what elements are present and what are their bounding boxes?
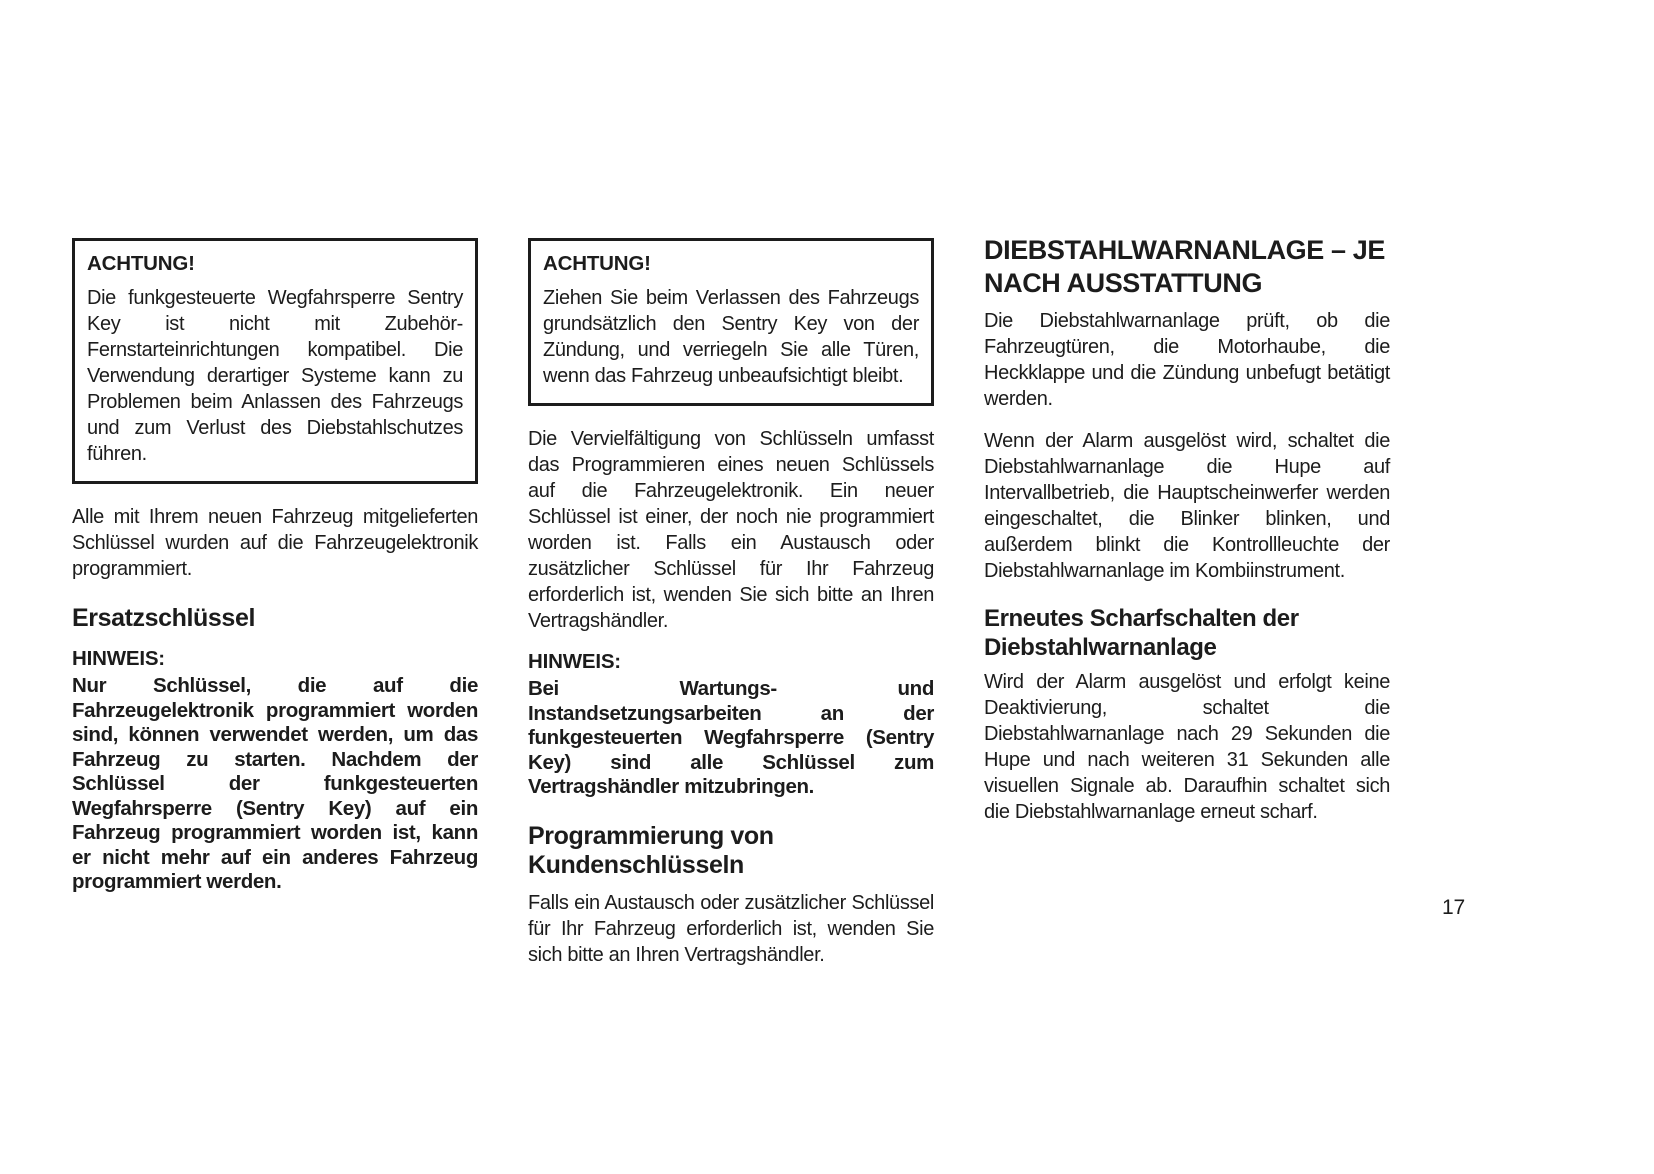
heading-diebstahlwarnanlage: DIEBSTAHLWARNANLAGE – JE NACH AUSSTATTUNG — [984, 235, 1385, 298]
page-number: 17 — [1442, 896, 1465, 919]
warning-box-remove-key — [528, 238, 934, 406]
warning-body: Ziehen Sie beim Verlassen des Fahrzeugs grundsätzlich den Sentry Key von der Zündung, und verriegeln Sie alle Türen, wenn das Fahrzeug unbeaufsichtigt bleibt. — [543, 287, 919, 387]
warning-title: ACHTUNG! — [87, 252, 195, 275]
column-2 — [528, 234, 934, 984]
column-3 — [984, 234, 1390, 984]
column-1 — [72, 234, 478, 984]
paragraph-alarm-triggered: Wenn der Alarm ausgelöst wird, schaltet die Diebstahlwarnanlage die Hupe auf Intervallbetrieb, die Hauptscheinwerfer werden eingeschaltet, die Blinker blinken, und außerdem blinkt die Kontrollleuchte der Diebstahlwarnanlage im Kombiinstrument. — [984, 430, 1390, 582]
text-columns — [72, 234, 1390, 984]
note-label: HINWEIS: — [528, 650, 621, 673]
paragraph-alarm-monitors: Die Diebstahlwarnanlage prüft, ob die Fahrzeugtüren, die Motorhaube, die Heckklappe und die Zündung unbefugt betätigt werden. — [984, 310, 1390, 410]
heading-ersatzschluessel: Ersatzschlüssel — [72, 604, 255, 632]
note-body-replacement-keys: Nur Schlüssel, die auf die Fahrzeugelektronik programmiert worden sind, können verwendet werden, um das Fahrzeug zu starten. Nachdem der Schlüssel der funkgesteuerten Wegfahrsperre (Sentry Key) auf ein Fahrzeug programmiert worden ist, kann er nicht mehr auf ein anderes Fahrzeug programmiert werden. — [72, 674, 478, 893]
paragraph-keys-programmed: Alle mit Ihrem neuen Fahrzeug mitgelieferten Schlüssel wurden auf die Fahrzeugelektronik programmiert. — [72, 506, 478, 580]
paragraph-key-duplication: Die Vervielfältigung von Schlüsseln umfasst das Programmieren eines neuen Schlüssels auf die Fahrzeugelektronik. Ein neuer Schlüssel ist einer, der noch nie programmiert worden ist. Falls ein Austausch oder zusätzlicher Schlüssel für Ihr Fahrzeug erforderlich ist, wenden Sie sich bitte an Ihren Vertragshändler. — [528, 428, 934, 632]
heading-kundenschluessel: Programmierung von Kundenschlüsseln — [528, 821, 774, 879]
paragraph-rearming: Wird der Alarm ausgelöst und erfolgt keine Deaktivierung, schaltet die Diebstahlwarnanlage nach 29 Sekunden die Hupe und nach weiteren 31 Sekunden alle visuellen Signale ab. Daraufhin schaltet sich die Diebstahlwarnanlage erneut scharf. — [984, 671, 1390, 823]
warning-body: Die funkgesteuerte Wegfahrsperre Sentry Key ist nicht mit Zubehör-Fernstarteinrichtungen kompatibel. Die Verwendung derartiger Systeme kann zu Problemen beim Anlassen des Fahrzeugs und zum Verlust des Diebstahlschutzes führen. — [87, 287, 463, 465]
note-label: HINWEIS: — [72, 647, 165, 670]
warning-box-immobilizer — [72, 238, 478, 484]
heading-erneutes-scharfschalten: Erneutes Scharfschalten der Diebstahlwarnanlage — [984, 605, 1299, 661]
warning-title: ACHTUNG! — [543, 252, 651, 275]
note-body-service-work: Bei Wartungs- und Instandsetzungsarbeiten an der funkgesteuerten Wegfahrsperre (Sentry Key) sind alle Schlüssel zum Vertragshändler mitzubringen. — [528, 677, 934, 798]
paragraph-contact-dealer: Falls ein Austausch oder zusätzlicher Schlüssel für Ihr Fahrzeug erforderlich ist, wenden Sie sich bitte an Ihren Vertragshändler. — [528, 891, 934, 966]
